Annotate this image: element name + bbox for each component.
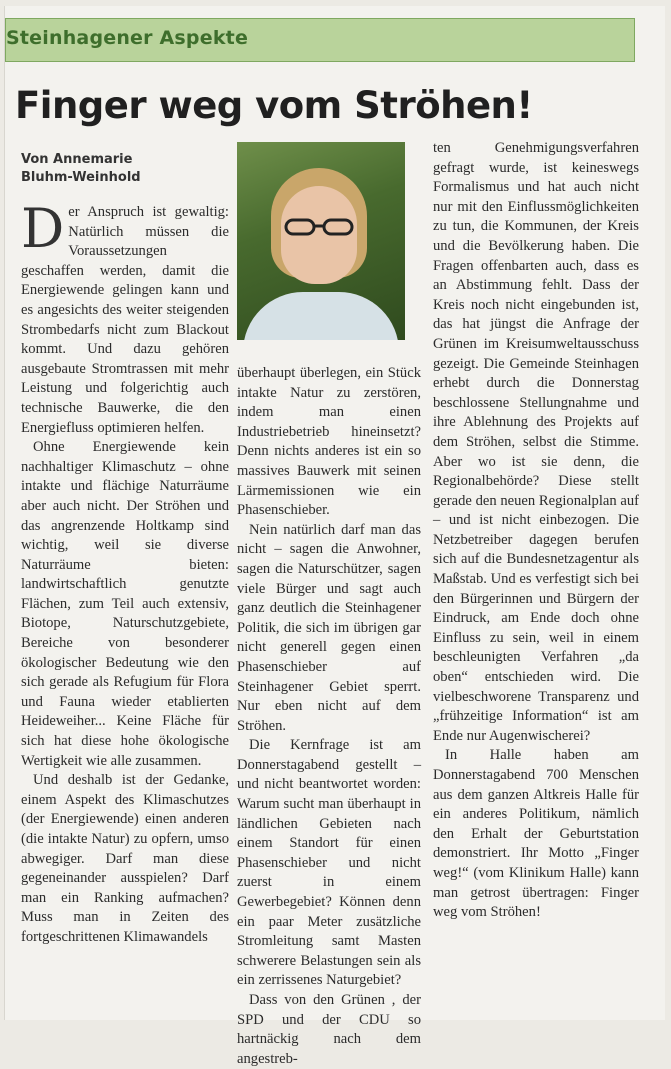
author-byline: [21, 151, 141, 187]
author-portrait-photo: [237, 142, 405, 340]
paragraph-1-text: er Anspruch ist gewaltig: Natürlich müssen die Voraussetzungen geschaffen werden, damit die Energiewende gelingen kann und es angesichts des weiter steigenden Strombedarfs nicht zum Blackout kommt. Und dazu gehören ausgebaute Stromtrassen mit mehr Leistung und folgerichtig auch technische Bauwerke, die den Energiefluss optimieren helfen.: [21, 204, 229, 436]
article-headline: Finger weg vom Ströhen!: [15, 84, 533, 127]
paragraph-8: ten Genehmigungsverfahren gefragt wurde, ist keineswegs Formalismus und hat auch nicht nur mit den Einflussmöglichkeiten zu tun, die Kommunen, der Kreis und die Bevölkerung haben. Die Fragen offenbarten auch, dass es an Abstimmung fehlt. Dass der Kreis noch nicht eingebunden ist, das hat jüngst die Anfrage der Grünen im Kreisumweltausschuss gezeigt. Die Gemeinde Steinhagen erhebt durch die Donnerstag beschlossene Stellungnahme und ihre Ablehnung des Projekts auf dem Ströhen, selbst die Stimme. Aber wo ist sie denn, die Regionalbehörde? Diese stellt gerade den neuen Regionalplan auf – und ist nicht einbezogen. Die Netzbetreiber dagegen berufen sich auf die Bundesnetzagentur als Maßstab. Und es verfestigt sich bei den Bürgerinnen und Bürgern der Eindruck, am Ende doch ohne Einfluss zu sein, weil in einem beschleunigten Verfahren „da oben“ entschieden wird. Die vielbeschworene Transparenz und „frühzeitige Information“ ist am Ende nur Augenwischerei?: [433, 140, 639, 744]
paragraph-7: Dass von den Grünen , der SPD und der CDU so hartnäckig nach dem angestreb-: [237, 992, 421, 1067]
paragraph-2: Ohne Energiewende kein nachhaltiger Klimaschutz – ohne intakte und flächige Naturräume aber auch nicht. Der Ströhen und das angrenzende Holtkamp sind wichtig, weil sie diverse Naturräume bieten: landwirtschaftlich genutzte Flächen, zum Teil auch extensiv, Biotope, Naturschutzgebiete, Bereiche von besonderer ökologischer Bedeutung wie den sich gerade als Refugium für Flora und Fauna wieder etablierten Heideweiher... Keine Fläche für sich hat diese hohe ökologische Wertigkeit wie alle zusammen.: [21, 439, 229, 769]
section-header-bar: [5, 18, 635, 62]
author-line-2: Bluhm-Weinhold: [21, 170, 141, 185]
paragraph-6: Die Kernfrage ist am Donnerstagabend gestellt – und nicht beantwortet worden: Warum sucht man überhaupt in ländlichen Gebieten nach einem Standort für einen Phasenschieber und nicht zuerst in einem Gewerbegebiet? Können denn ein paar Meter zusätzliche Stromleitung samt Masten schwerere Belastungen sein als ein zerrissenes Naturgebiet?: [237, 737, 421, 989]
article-column-1: [21, 197, 229, 948]
paragraph-9: In Halle haben am Donnerstagabend 700 Menschen aus dem ganzen Altkreis Halle für ein anderes Politikum, nämlich den Erhalt der Geburtstation demonstriert. Ihr Motto „Finger weg!“ (vom Klinikum Halle) kann man getrost übertragen: Finger weg vom Ströhen!: [433, 747, 639, 921]
paragraph-1: [21, 197, 229, 438]
paragraph-4: überhaupt überlegen, ein Stück intakte Natur zu zerstören, indem man einen Industriebetrieb hineinsetzt? Denn nichts anderes ist ein so massives Bauwerk mit seinen Lärmemissionen wie ein Phasenschieber.: [237, 365, 421, 519]
paragraph-3: Und deshalb ist der Gedanke, einem Aspekt des Klimaschutzes (der Energiewende) einen anderen (die intakte Natur) zu opfern, umso abwegiger. Darf man diese gegeneinander ausspielen? Darf man ein Ranking aufmachen? Muss man in Zeiten des fortgeschrittenen Klimawandels: [21, 772, 229, 945]
author-line-1: Von Annemarie: [21, 152, 133, 167]
paragraph-5: Nein natürlich darf man das nicht – sagen die Anwohner, sagen die Naturschützer, sagen viele Bürger und sagt auch ganz deutlich die Steinhagener Politik, die sich im übrigen gar nicht generell gegen einen Phasenschieber auf Steinhagener Gebiet sperrt. Nur eben nicht auf dem Ströhen.: [237, 521, 421, 734]
section-label: Steinhagener Aspekte: [6, 27, 249, 49]
article-column-3: [433, 139, 639, 923]
newspaper-page: [4, 6, 665, 1067]
drop-cap: D: [21, 197, 65, 260]
portrait-shirt: [243, 292, 399, 340]
portrait-glasses: [284, 218, 354, 236]
article-column-2: [237, 364, 421, 1069]
